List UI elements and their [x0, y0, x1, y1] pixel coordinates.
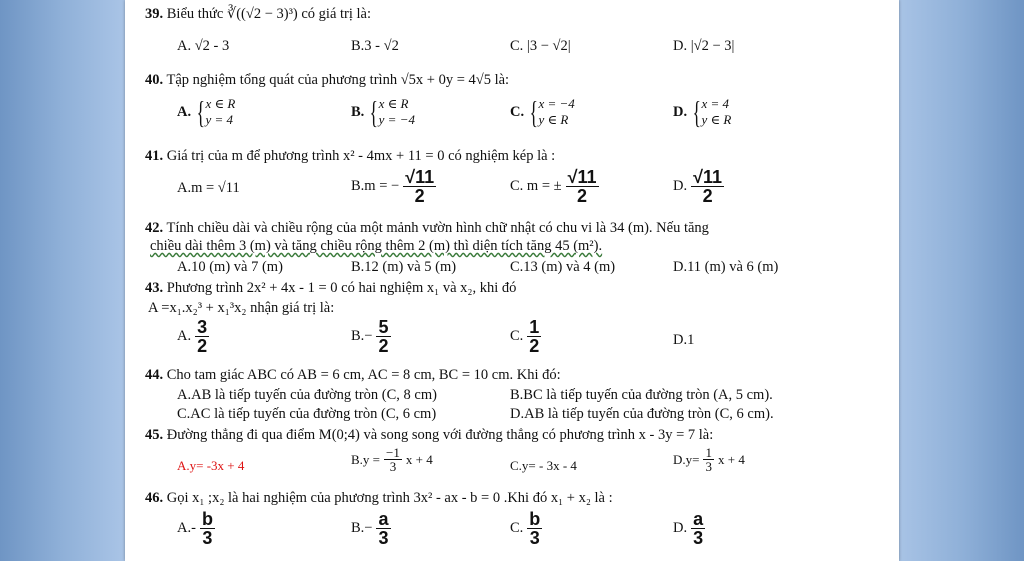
question-42: 42. Tính chiều dài và chiều rộng của một mảnh vườn hình chữ nhật có chu vi là 34 (m). Nếu tăng: [145, 220, 709, 236]
q46-option-b: B.− $\frac{a}{3}$: [351, 509, 389, 548]
question-40-options: [125, 96, 899, 140]
q39-option-b: B.3 - √2: [351, 38, 399, 54]
q40-option-d: D. { x = 4 y ∈ R: [673, 94, 732, 131]
q40-option-c: C. { x = −4 y ∈ R: [510, 94, 575, 131]
question-46-options: [125, 510, 899, 558]
q40-option-a: A. { x ∈ R y = 4: [177, 94, 236, 131]
question-43-options: [125, 318, 899, 364]
q41-option-d: D. $\frac{√11}{2}$: [673, 167, 723, 206]
q43-option-c: C. $\frac{1}{2}$: [510, 317, 540, 356]
q46-option-a: A.- $\frac{b}{3}$: [177, 509, 213, 548]
question-45-options: [125, 446, 899, 486]
q40-option-b: B. { x ∈ R y = −4: [351, 94, 415, 131]
q39-option-d: D. |√2 − 3|: [673, 38, 735, 54]
question-41: 41. Giá trị của m để phương trình x² - 4mx + 11 = 0 có nghiệm kép là :: [145, 148, 556, 164]
question-40: 40. Tập nghiệm tổng quát của phương trình √5x + 0y = 4√5 là:: [145, 72, 510, 88]
q45-option-d: D.y= $\frac{1}{3}$ x + 4: [673, 445, 745, 474]
q44-option-c: C.AC là tiếp tuyến của đường tròn (C, 6 cm): [177, 406, 437, 422]
question-43-line2: A =x₁.x₂³ + x₁³x₂ nhận giá trị là:: [148, 300, 335, 316]
q43-option-a: A. $\frac{3}{2}$: [177, 317, 208, 356]
question-42-line2: chiều dài thêm 3 (m) và tăng chiều rộng thêm 2 (m) thì diện tích tăng 45 (m²).: [150, 238, 603, 254]
question-44: 44. Cho tam giác ABC có AB = 6 cm, AC = 8 cm, BC = 10 cm. Khi đó:: [145, 367, 561, 383]
q39-option-a: A. √2 - 3: [177, 38, 230, 54]
q41-option-c: C. m = ± $\frac{√11}{2}$: [510, 167, 597, 206]
q41-option-b: B.m = − $\frac{√11}{2}$: [351, 167, 435, 206]
document-page: [125, 0, 899, 561]
q45-option-b: B.y = $\frac{-1}{3}$ x + 4: [351, 445, 433, 474]
q42-option-b: B.12 (m) và 5 (m): [351, 259, 457, 275]
q42-option-d: D.11 (m) và 6 (m): [673, 259, 779, 275]
q43-option-d: D.1: [673, 332, 695, 348]
q46-option-c: C. $\frac{b}{3}$: [510, 509, 541, 548]
q44-option-a: A.AB là tiếp tuyến của đường tròn (C, 8 cm): [177, 387, 437, 403]
question-45: 45. Đường thẳng đi qua điểm M(0;4) và song song với đường thẳng có phương trình x - 3y = 7 là:: [145, 427, 714, 443]
question-39-options: [125, 38, 899, 64]
q43-option-b: B.− $\frac{5}{2}$: [351, 317, 389, 356]
q46-option-d: D. $\frac{a}{3}$: [673, 509, 704, 548]
q44-option-b: B.BC là tiếp tuyến của đường tròn (A, 5 cm).: [510, 387, 773, 403]
q39-option-c: C. |3 − √2|: [510, 38, 571, 54]
q45-option-c: C.y= - 3x - 4: [510, 458, 577, 473]
question-43: 43. Phương trình 2x² + 4x - 1 = 0 có hai nghiệm x₁ và x₂, khi đó: [145, 280, 517, 296]
q42-option-c: C.13 (m) và 4 (m): [510, 259, 616, 275]
q44-option-d: D.AB là tiếp tuyến của đường tròn (C, 6 cm).: [510, 406, 774, 422]
q45-option-a: A.y= -3x + 4: [177, 458, 245, 473]
q41-option-a: A.m = √11: [177, 180, 240, 196]
question-41-options: [125, 168, 899, 214]
question-39: 39. Biểu thức ∛((√2 − 3)³) có giá trị là:: [145, 6, 372, 22]
question-46: 46. Gọi x₁ ;x₂ là hai nghiệm của phương trình 3x² - ax - b = 0 .Khi đó x₁ + x₂ là :: [145, 490, 613, 506]
q42-option-a: A.10 (m) và 7 (m): [177, 259, 283, 275]
